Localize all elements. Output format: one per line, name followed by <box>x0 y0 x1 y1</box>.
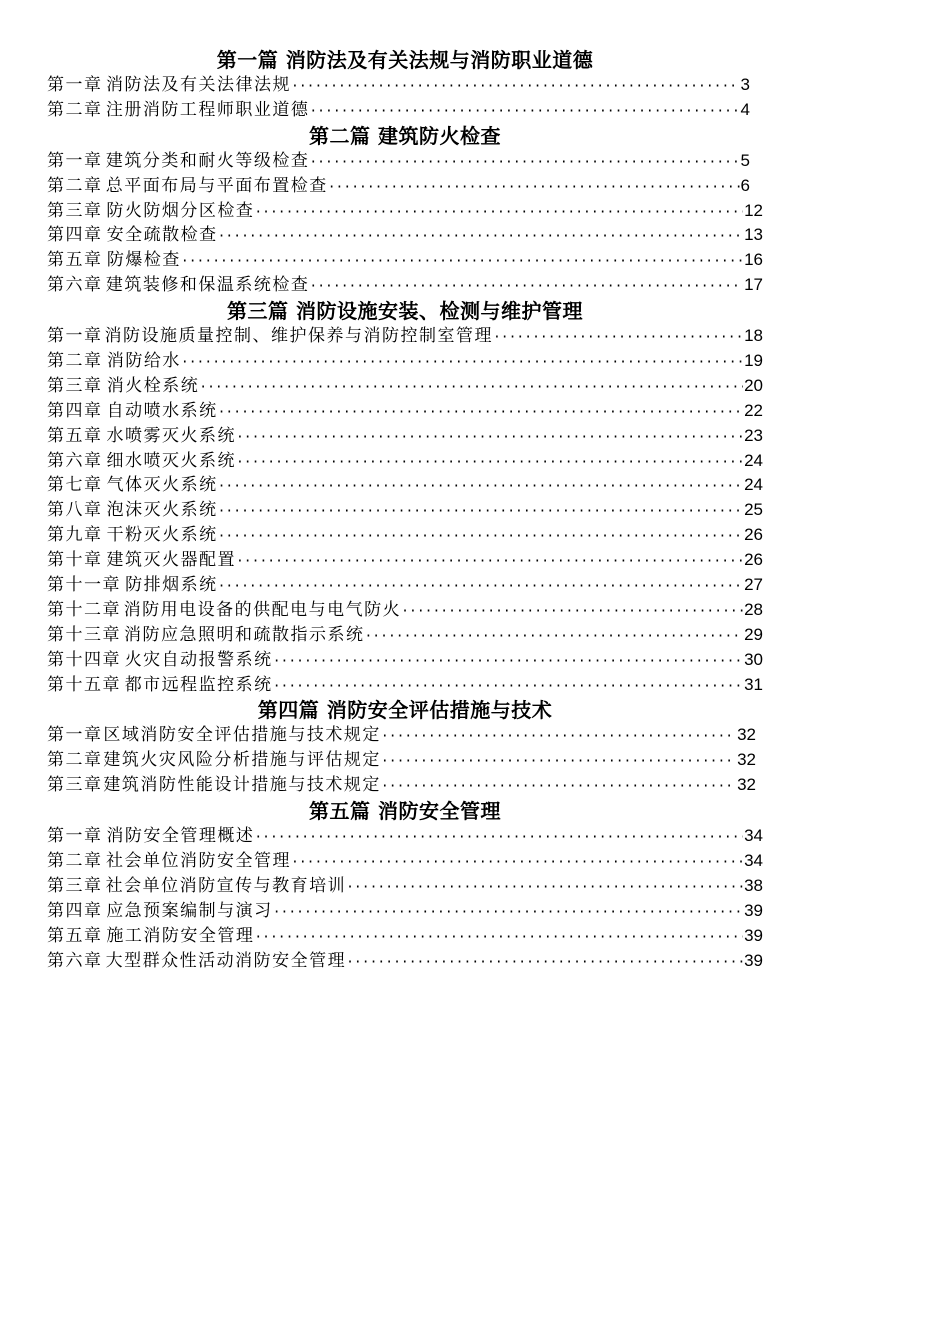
part-title: 第二篇 建筑防火检查 <box>309 123 501 148</box>
dot-leader <box>381 750 736 775</box>
chapter-title: 总平面布局与平面布置检查 <box>105 175 328 196</box>
page-number: 27 <box>744 575 763 595</box>
part-title: 第一篇 消防法及有关法规与消防职业道德 <box>216 48 594 72</box>
page-number: 13 <box>744 225 763 245</box>
chapter-title: 建筑消防性能设计措施与技术规定 <box>103 775 381 796</box>
page-number: 19 <box>744 351 763 371</box>
toc-entry[interactable] <box>47 824 763 849</box>
dot-leader <box>254 926 743 951</box>
chapter-number: 第十章 <box>47 550 103 571</box>
chapter-title: 社会单位消防安全管理 <box>106 851 292 872</box>
dot-leader <box>254 826 743 851</box>
chapter-title: 火灾自动报警系统 <box>124 649 273 670</box>
page-number: 6 <box>740 175 750 195</box>
chapter-number: 第一章 <box>47 75 103 95</box>
chapter-title: 防爆检查 <box>106 250 181 271</box>
page-number: 39 <box>744 900 763 920</box>
chapter-number: 第六章 <box>47 950 103 971</box>
dot-leader <box>309 100 739 125</box>
page-number: 12 <box>744 200 763 220</box>
chapter-title: 注册消防工程师职业道德 <box>105 99 310 120</box>
dot-leader <box>254 201 743 226</box>
dot-leader <box>218 225 743 250</box>
chapter-number: 第三章 <box>47 875 103 896</box>
chapter-title: 消火栓系统 <box>106 375 200 396</box>
dot-leader <box>236 550 743 575</box>
chapter-number: 第二章 <box>47 99 103 120</box>
part-title: 第四篇 消防安全评估措施与技术 <box>257 698 553 723</box>
page-number: 32 <box>737 775 756 795</box>
toc-entry[interactable] <box>47 273 763 298</box>
chapter-number: 第四章 <box>47 900 103 921</box>
chapter-title: 细水喷灭火系统 <box>106 450 236 471</box>
page-number: 20 <box>744 375 763 395</box>
chapter-number: 第五章 <box>47 250 103 271</box>
chapter-title: 建筑灭火器配置 <box>106 550 236 571</box>
page-number: 26 <box>744 550 763 570</box>
chapter-number: 第十二章 <box>47 599 121 620</box>
chapter-title: 泡沫灭火系统 <box>106 500 218 521</box>
chapter-number: 第一章 <box>47 725 103 746</box>
chapter-number: 第二章 <box>47 851 103 872</box>
chapter-title: 防排烟系统 <box>125 575 218 596</box>
chapter-title: 消防法及有关法律法规 <box>106 75 292 95</box>
chapter-title: 干粉灭火系统 <box>106 525 218 546</box>
chapter-title: 都市远程监控系统 <box>124 674 273 695</box>
toc-entry[interactable] <box>47 324 763 349</box>
toc-entry[interactable] <box>47 673 763 698</box>
toc-entry[interactable] <box>47 548 763 573</box>
dot-leader <box>181 250 743 275</box>
chapter-title: 消防设施质量控制、维护保养与消防控制室管理 <box>104 326 493 347</box>
chapter-title: 自动喷水系统 <box>106 400 218 421</box>
toc-entry[interactable] <box>47 349 763 374</box>
page-number: 34 <box>744 826 763 846</box>
chapter-number: 第四章 <box>47 225 103 246</box>
page-number: 26 <box>744 525 763 545</box>
chapter-title: 建筑分类和耐火等级检查 <box>105 150 310 171</box>
dot-leader <box>218 500 743 525</box>
toc-entry[interactable] <box>47 648 763 673</box>
chapter-number: 第三章 <box>47 775 103 796</box>
toc-entry[interactable] <box>47 174 750 199</box>
chapter-title: 社会单位消防宣传与教育培训 <box>105 875 347 896</box>
page-number: 3 <box>740 75 750 94</box>
chapter-title: 施工消防安全管理 <box>106 925 255 946</box>
chapter-number: 第十五章 <box>47 674 121 695</box>
toc-entry[interactable] <box>47 573 763 598</box>
toc-entry[interactable] <box>47 523 763 548</box>
dot-leader <box>273 901 743 926</box>
dot-leader <box>218 525 743 550</box>
page-number: 30 <box>744 649 763 669</box>
chapter-title: 消防安全管理概述 <box>106 826 255 847</box>
chapter-title: 建筑装修和保温系统检查 <box>105 275 310 296</box>
toc-entry[interactable] <box>47 773 756 798</box>
page-number: 18 <box>744 326 763 346</box>
toc-entry[interactable] <box>47 623 763 648</box>
chapter-number: 第三章 <box>47 375 103 396</box>
dot-leader <box>364 625 743 650</box>
toc-entry[interactable] <box>47 199 763 224</box>
chapter-title: 消防应急照明和疏散指示系统 <box>123 624 365 645</box>
page-number: 24 <box>744 450 763 470</box>
dot-leader <box>218 401 743 426</box>
chapter-title: 应急预案编制与演习 <box>106 900 273 921</box>
toc-entry[interactable] <box>47 98 750 123</box>
chapter-title: 安全疏散检查 <box>106 225 218 246</box>
dot-leader <box>273 675 743 700</box>
chapter-title: 气体灭火系统 <box>106 475 218 496</box>
page-number: 31 <box>744 674 763 694</box>
dot-leader <box>236 426 743 451</box>
chapter-number: 第一章 <box>47 326 103 347</box>
page-number: 25 <box>744 500 763 520</box>
dot-leader <box>199 376 743 401</box>
chapter-number: 第十四章 <box>47 649 121 670</box>
chapter-number: 第一章 <box>47 826 103 847</box>
dot-leader <box>381 775 736 800</box>
toc-entry[interactable] <box>47 473 763 498</box>
toc-entry[interactable] <box>47 748 756 773</box>
dot-leader <box>381 725 736 750</box>
page-number: 4 <box>740 99 750 119</box>
chapter-number: 第十一章 <box>47 575 121 596</box>
chapter-number: 第四章 <box>47 400 103 421</box>
toc-entry[interactable] <box>47 949 763 974</box>
dot-leader <box>309 151 739 176</box>
toc-entry[interactable] <box>47 874 763 899</box>
toc-entry[interactable] <box>47 248 763 273</box>
dot-leader <box>493 326 743 351</box>
chapter-title: 大型群众性活动消防安全管理 <box>105 950 347 971</box>
toc-entry[interactable] <box>47 598 763 623</box>
toc-entry[interactable] <box>47 723 756 748</box>
dot-leader <box>218 475 743 500</box>
page-number: 39 <box>744 925 763 945</box>
chapter-number: 第五章 <box>47 925 103 946</box>
table-of-contents <box>47 47 763 974</box>
chapter-number: 第二章 <box>47 351 103 372</box>
toc-entry[interactable] <box>47 374 763 399</box>
toc-entry[interactable] <box>47 498 763 523</box>
chapter-number: 第二章 <box>47 175 103 196</box>
chapter-title: 水喷雾灭火系统 <box>106 425 236 446</box>
page-number: 17 <box>744 275 763 295</box>
toc-entry[interactable] <box>47 424 763 449</box>
page-number: 23 <box>744 425 763 445</box>
page-number: 5 <box>740 150 750 170</box>
page-number: 29 <box>744 624 763 644</box>
chapter-number: 第十三章 <box>47 624 121 645</box>
toc-entry[interactable] <box>47 899 763 924</box>
dot-leader <box>309 275 743 300</box>
toc-entry[interactable] <box>47 449 763 474</box>
page-number: 34 <box>744 851 763 871</box>
chapter-number: 第五章 <box>47 425 103 446</box>
chapter-title: 消防用电设备的供配电与电气防火 <box>123 599 402 620</box>
page-number: 32 <box>737 725 756 745</box>
dot-leader <box>291 75 740 100</box>
toc-entry[interactable] <box>47 149 750 174</box>
dot-leader <box>218 575 743 600</box>
part-title: 第五篇 消防安全管理 <box>309 799 501 824</box>
dot-leader <box>346 876 743 901</box>
page-number: 16 <box>744 250 763 270</box>
chapter-title: 消防给水 <box>106 351 181 372</box>
dot-leader <box>181 351 743 376</box>
toc-entry[interactable] <box>47 924 763 949</box>
part-title: 第三篇 消防设施安装、检测与维护管理 <box>227 299 583 324</box>
dot-leader <box>291 851 743 876</box>
chapter-number: 第九章 <box>47 525 103 546</box>
page-number: 22 <box>744 400 763 420</box>
dot-leader <box>328 176 740 201</box>
chapter-number: 第八章 <box>47 500 103 521</box>
dot-leader <box>401 600 743 625</box>
page-number: 38 <box>744 875 763 895</box>
toc-entry[interactable] <box>47 223 763 248</box>
page-number: 28 <box>744 599 763 619</box>
toc-entry[interactable] <box>47 399 763 424</box>
chapter-number: 第六章 <box>47 450 103 471</box>
toc-entry[interactable] <box>47 849 763 874</box>
dot-leader <box>273 650 743 675</box>
chapter-number: 第一章 <box>47 150 103 171</box>
dot-leader <box>236 451 743 476</box>
chapter-number: 第七章 <box>47 475 103 496</box>
page-number: 24 <box>744 475 763 495</box>
chapter-title: 区域消防安全评估措施与技术规定 <box>103 725 381 746</box>
chapter-number: 第二章 <box>47 750 103 771</box>
page-number: 39 <box>744 950 763 970</box>
chapter-number: 第三章 <box>47 200 103 221</box>
page-number: 32 <box>737 750 756 770</box>
dot-leader <box>346 951 743 976</box>
toc-entry[interactable] <box>47 73 750 98</box>
chapter-title: 建筑火灾风险分析措施与评估规定 <box>103 750 381 771</box>
chapter-title: 防火防烟分区检查 <box>106 200 255 221</box>
chapter-number: 第六章 <box>47 275 103 296</box>
